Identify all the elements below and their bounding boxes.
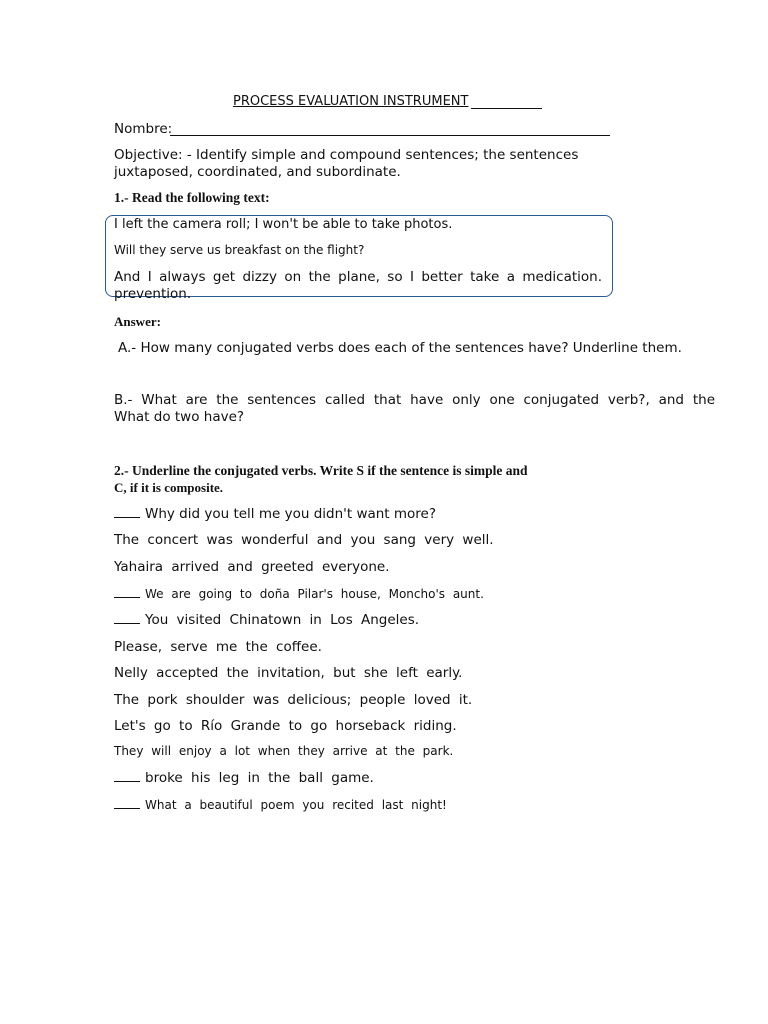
sentence-7: Nelly accepted the invitation, but she left early.	[114, 665, 463, 681]
answer-blank[interactable]	[114, 586, 140, 598]
section-2-heading-line-1: 2.- Underline the conjugated verbs. Write S if the sentence is simple and	[114, 463, 528, 478]
question-b-line-2: What do two have?	[114, 409, 245, 425]
sentence-9: Let's go to Río Grande to go horseback riding.	[114, 718, 457, 734]
section-2-heading-line-2: C, if it is composite.	[114, 480, 224, 495]
question-a: A.- How many conjugated verbs does each of the sentences have? Underline them.	[118, 340, 682, 356]
nombre-field-line	[170, 135, 610, 136]
answer-blank[interactable]	[114, 797, 140, 809]
sentence-11: broke his leg in the ball game.	[114, 770, 374, 786]
answer-blank[interactable]	[114, 612, 140, 624]
answer-blank[interactable]	[114, 506, 140, 518]
title-underline	[471, 108, 542, 109]
sentence-8: The pork shoulder was delicious; people loved it.	[114, 692, 473, 708]
text-line-4: prevention.	[114, 286, 192, 302]
section-1-heading: 1.- Read the following text:	[114, 190, 270, 205]
sentence-5: You visited Chinatown in Los Angeles.	[114, 612, 419, 628]
text-line-1: I left the camera roll; I won't be able to take photos.	[114, 217, 453, 232]
sentence-12: What a beautiful poem you recited last night!	[114, 797, 447, 812]
text-line-2: Will they serve us breakfast on the flight?	[114, 243, 365, 257]
sentence-10: They will enjoy a lot when they arrive at the park.	[114, 744, 454, 758]
question-b-line-1: B.- What are the sentences called that have only one conjugated verb?, and the	[114, 392, 715, 408]
sentence-4: We are going to doña Pilar's house, Moncho's aunt.	[114, 586, 484, 601]
text-line-3: And I always get dizzy on the plane, so I better take a medication.	[114, 269, 602, 285]
sentence-1: Why did you tell me you didn't want more?	[114, 506, 436, 522]
answer-blank[interactable]	[114, 770, 140, 782]
sentence-2: The concert was wonderful and you sang very well.	[114, 532, 494, 548]
sentence-3: Yahaira arrived and greeted everyone.	[114, 559, 390, 575]
answer-label: Answer:	[114, 314, 161, 329]
nombre-label: Nombre:	[114, 121, 173, 137]
page-title: PROCESS EVALUATION INSTRUMENT	[233, 94, 469, 109]
objective-text: Objective: - Identify simple and compound sentences; the sentences juxtaposed, coordinated, and subordinate.	[114, 147, 579, 180]
sentence-6: Please, serve me the coffee.	[114, 639, 322, 655]
